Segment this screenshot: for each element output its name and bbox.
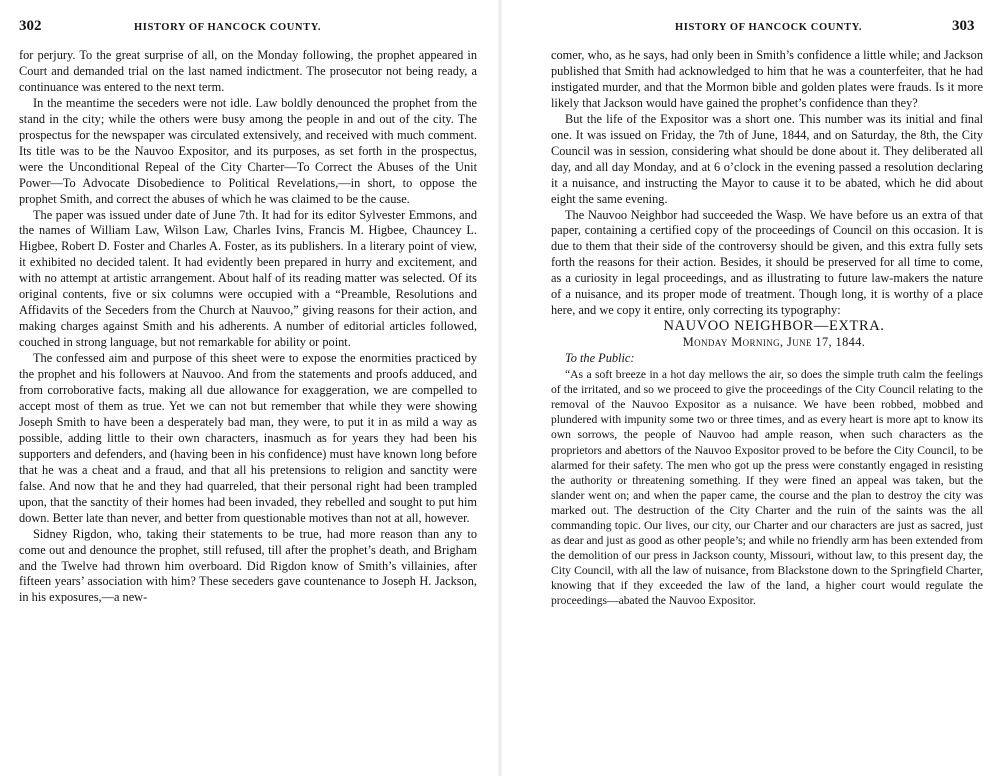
paragraph: for perjury. To the great surprise of all, on the Monday following, the prophet appeared in Court and demanded trial on the last named indictment. The prosecutor not being ready, a continuance was entered to the next term. bbox=[19, 48, 477, 94]
right-running-head: HISTORY OF HANCOCK COUNTY. bbox=[675, 22, 863, 33]
right-page bbox=[500, 0, 991, 776]
paragraph: The paper was issued under date of June 7th. It had for its editor Sylvester Emmons, and the names of William Law, Wilson Law, Charles Ivins, Francis M. Higbee, Chauncey L. Higbee, Robert D. Foster and Charles A. Foster, as its publishers. In a literary point of view, it exhibited no decided talent. It had evidently been prepared in hurry and excitement, and with no attempt at artistic arrangement. About half of its reading matter was selected. Of its original contents, five or six columns were occupied with a “Preamble, Resolutions and Affidavits of the Seceders from the Church at Nauvoo,” giving reasons for their action, and making charges against Smith and his adherents. A number of editorial articles followed, couched in strong language, but not remarkable for ability or point. bbox=[19, 207, 477, 350]
extra-heading: NAUVOO NEIGHBOR—EXTRA. bbox=[663, 318, 885, 335]
left-running-head: HISTORY OF HANCOCK COUNTY. bbox=[134, 22, 322, 33]
left-page-number: 302 bbox=[19, 18, 42, 34]
extra-dateline: Monday Morning, June 17, 1844. bbox=[682, 335, 866, 350]
paragraph: In the meantime the seceders were not idle. Law boldly denounced the prophet from the stand in the city; while the others were busy among the people in and out of the city. The prospectus for the newspaper was circulated extensively, and received with much comment. Its title was to be the Nauvoo Expositor, and its purposes, as set forth in the prospectus, were the Unconditional Repeal of the City Charter—To Correct the Abuses of the Unit Power—To Advocate Disobedience to Political Revelations,—in short, to oppose the prophet Smith, and correct the abuses of which he was claimed to be the cause. bbox=[19, 95, 477, 206]
paragraph: comer, who, as he says, had only been in Smith’s confidence a little while; and Jackson published that Smith had acknowledged to him that he was a counterfeiter, that he had instigated murder, and that the Mormon bible and golden plates were frauds. Is it more likely that Jackson would have gained the prophet’s confidence than they? bbox=[551, 48, 983, 110]
paragraph: The Nauvoo Neighbor had succeeded the Wasp. We have before us an extra of that paper, containing a certified copy of the proceedings of Council on this occasion. It is due to them that their side of the controversy should be given, and this extra fully sets forth the reasons for their action. Besides, it should be preserved for all time to come, as a curiosity in legal proceedings, and as illustrating to future law-makers the nature of a nuisance, and its proper mode of treatment. Though long, it is worthy of a place here, and we copy it entire, only correcting its typography: bbox=[551, 207, 983, 318]
right-body-text bbox=[551, 48, 983, 609]
paragraph: Sidney Rigdon, who, taking their statements to be true, had more reason than any to come out and denounce the prophet, still refused, till after the prophet’s death, and Brigham and the Twelve had thrown him overboard. Did Rigdon know of Smith’s villainies, after fifteen years’ association with him? These seceders gave countenance to Joseph H. Jackson, in his exposures,—a new- bbox=[19, 526, 477, 605]
salutation: To the Public: bbox=[565, 351, 635, 366]
paragraph: But the life of the Expositor was a short one. This number was its initial and final one. It was issued on Friday, the 7th of June, 1844, and on Saturday, the 8th, the City Council was in session, considering what should be done about it. They deliberated all day, and all day Monday, and at 6 o’clock in the evening passed a resolution declaring it a nuisance, and instructing the Mayor to cause it to be abated, which he did about eight the same evening. bbox=[551, 111, 983, 206]
paragraph: The confessed aim and purpose of this sheet were to expose the enormities practiced by the prophet and his followers at Nauvoo. And from the statements and proofs adduced, and from corroborative facts, making all due allowance for exaggeration, we are compelled to accept most of them as true. Yet we can not but remember that while they were showing Joseph Smith to have been a desperately bad man, they were, to put it in as mild a way as possible, adding little to their own characters, inasmuch as for years they had been his supporters and defenders, and (having been in his confidence) must have known long before that he was a cheat and a fraud, and that all his pretensions to religion and sanctity were false. And now that he and they had quarreled, that their personal right had been trampled upon, that the sanctity of their homes had been invaded, they rebelled and sought to put him down. Better late than never, and better from questionable motives than not at all, however. bbox=[19, 351, 477, 525]
right-page-number: 303 bbox=[952, 18, 975, 34]
left-body-text bbox=[19, 48, 477, 606]
quoted-extra-text: “As a soft breeze in a hot day mellows the air, so does the simple truth calm the feelings of the irritated, and so we proceed to give the proceedings of the City Council relating to the removal of the Nauvoo Expositor as a nuisance. We have been robbed, mobbed and plundered with impunity some two or three times, and as every heart is more apt to know its own sorrows, the people of Nauvoo had ample reason, when such characters as the proprietors and abettors of the Nauvoo Expositor proved to be before the City Council, to be alarmed for their safety. The men who got up the press were constantly engaged in resisting the authority or threatening something. If they were fined an appeal was taken, but the slander went on; and when the paper came, the course and the plan to destroy the city was marked out. The destruction of the City Charter and the ruin of the saints was the all commanding topic. Our lives, our city, our Charter and our characters are just as sacred, just as dear and just as good as other people’s; and while no friendly arm has been extended from the demolition of our press in Jackson county, Missouri, without law, to this present day, the City Council, with all the law of nuisance, from Blackstone down to the Springfield Charter, knowing that if they exceeded the law of the land, a higher court would regulate the proceedings—abated the Nauvoo Expositor. bbox=[551, 368, 983, 608]
